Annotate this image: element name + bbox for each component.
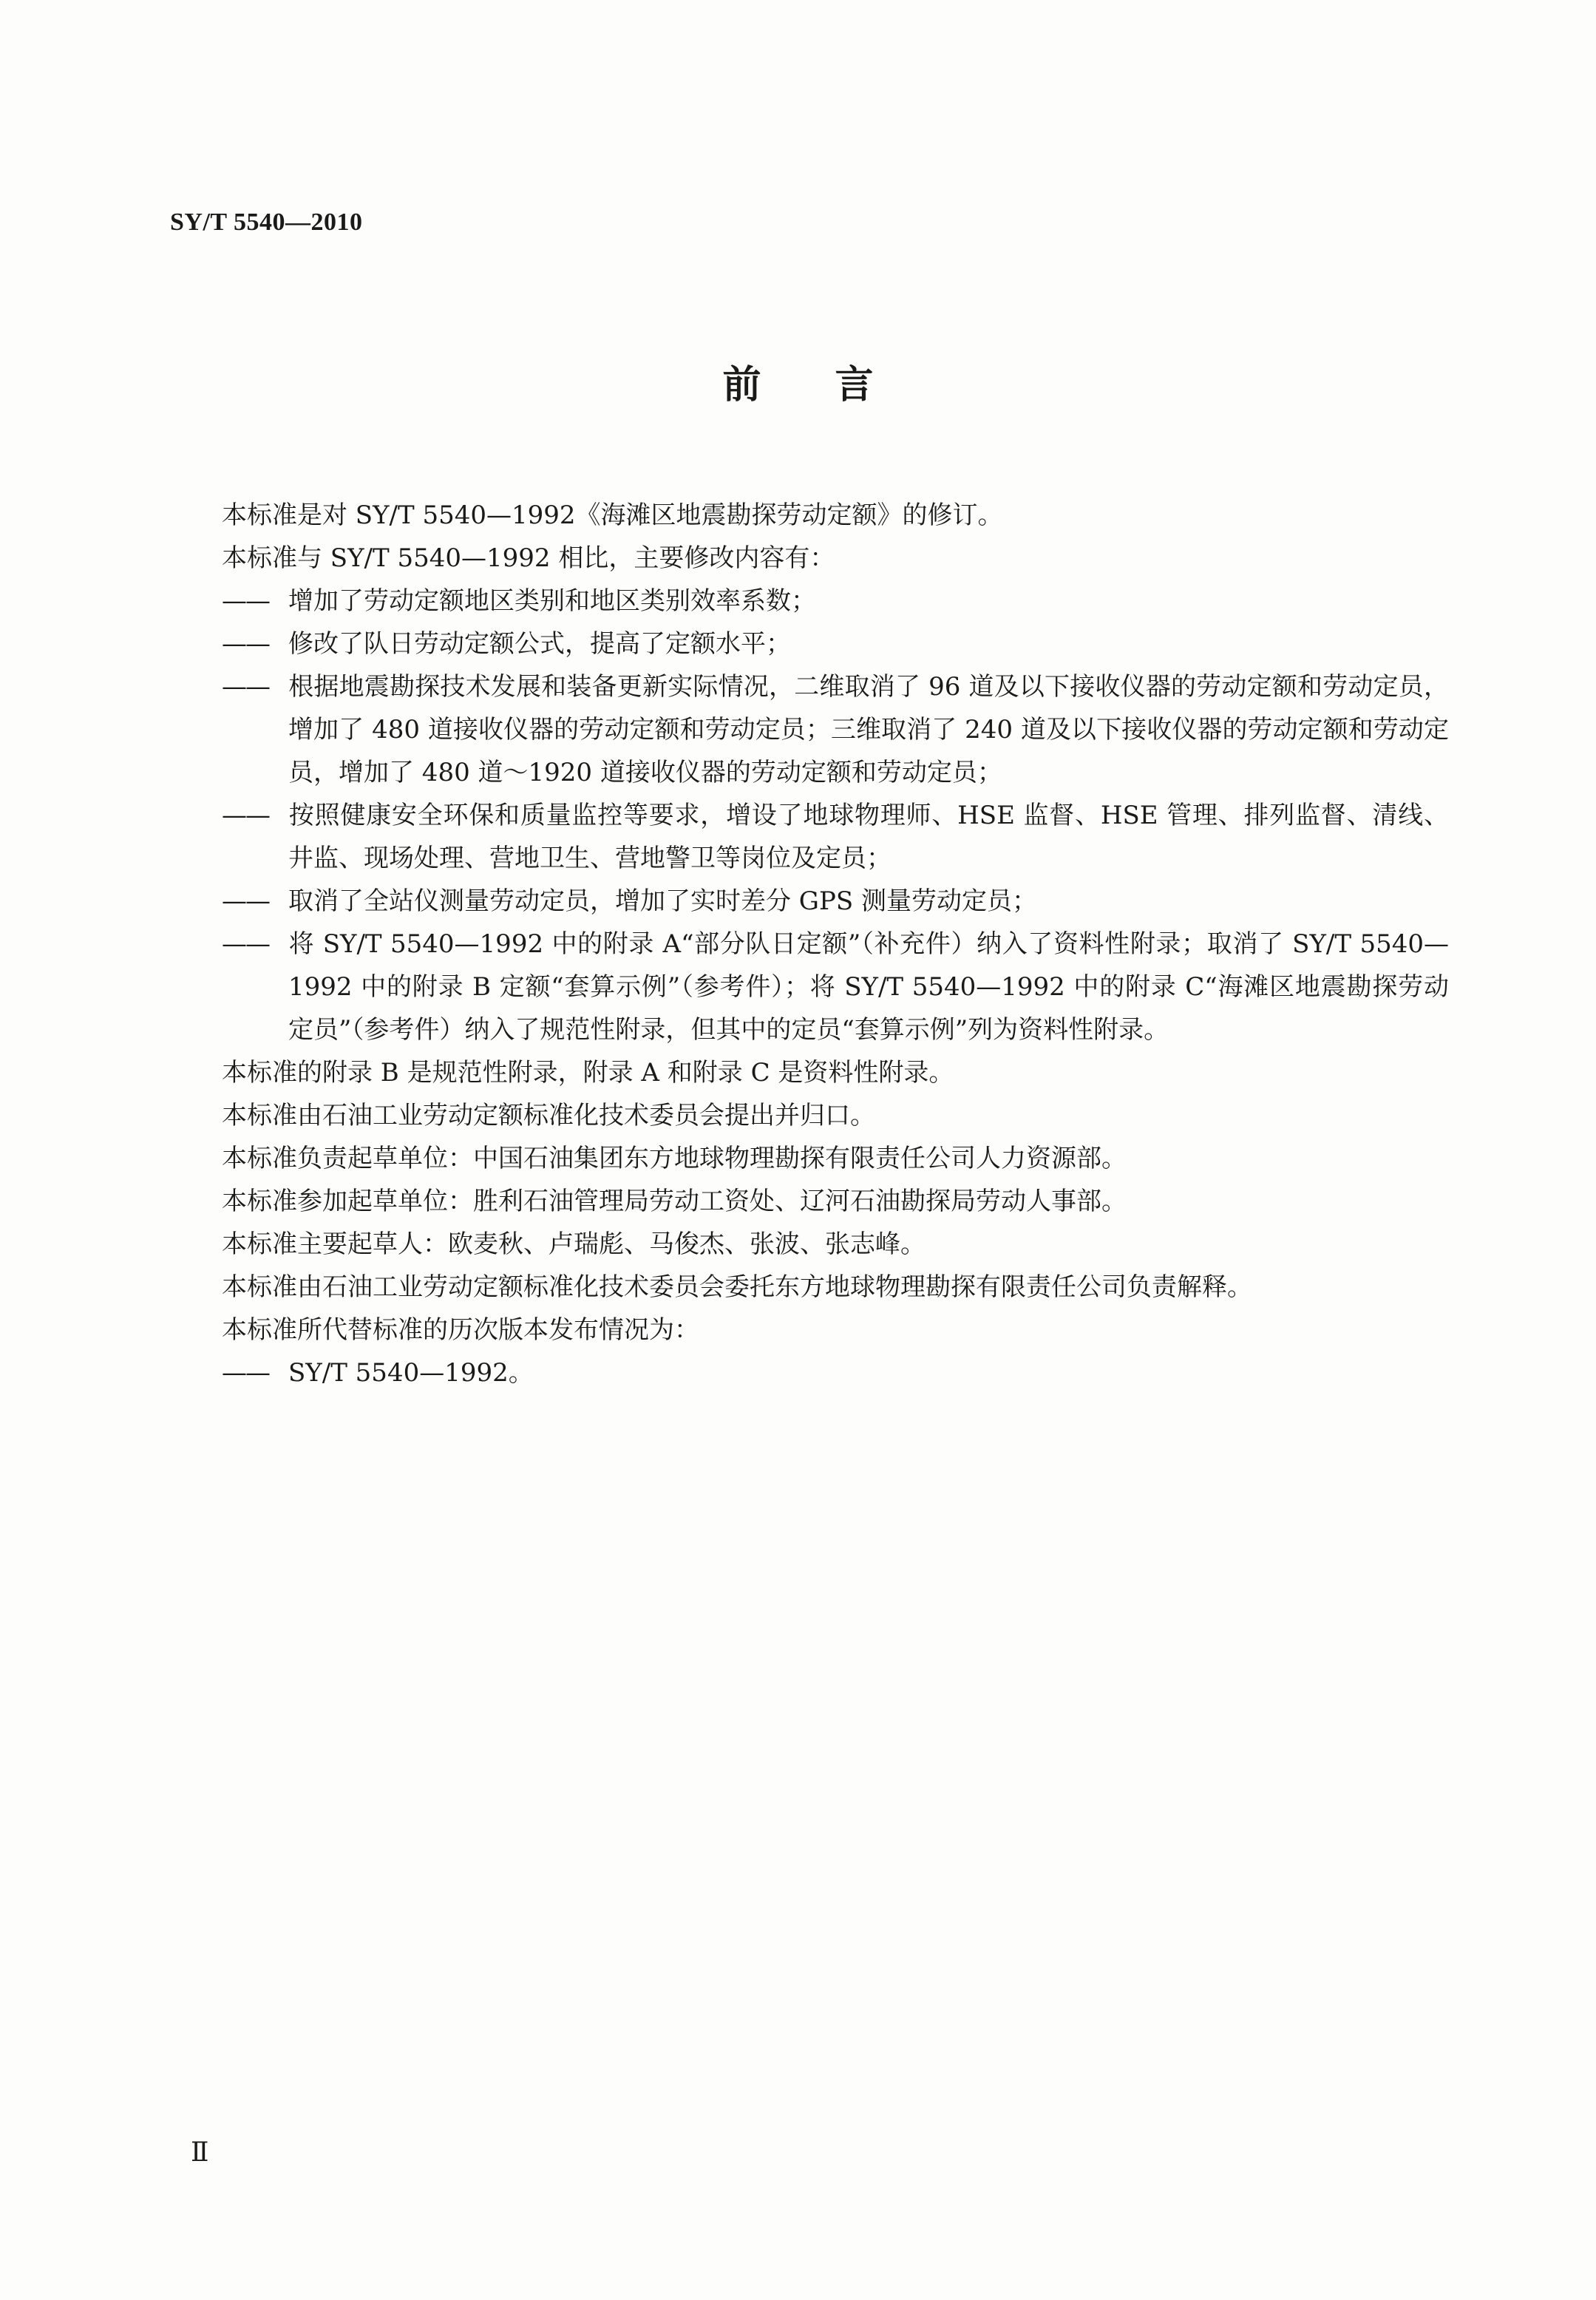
standard-code: SY/T 5540—2010 — [170, 208, 363, 236]
dash-marker: —— — [222, 801, 269, 830]
list-item-text: SY/T 5540—1992。 — [288, 1358, 534, 1388]
paragraph: 本标准是对 SY/T 5540—1992《海滩区地震勘探劳动定额》的修订。 — [222, 501, 1003, 530]
list-item — [222, 665, 1449, 794]
list-item — [222, 1351, 1449, 1394]
paragraph: 本标准负责起草单位：中国石油集团东方地球物理勘探有限责任公司人力资源部。 — [222, 1144, 1127, 1173]
dash-marker: —— — [222, 672, 269, 702]
paragraph: 本标准与 SY/T 5540—1992 相比，主要修改内容有： — [222, 543, 835, 573]
foreword-body — [222, 494, 1449, 1394]
list-item-text: 取消了全站仪测量劳动定员，增加了实时差分 GPS 测量劳动定员； — [288, 886, 1037, 916]
dash-marker: —— — [222, 629, 269, 659]
list-item-text: 增加了劳动定额地区类别和地区类别效率系数； — [288, 586, 816, 616]
paragraph: 本标准所代替标准的历次版本发布情况为： — [222, 1315, 699, 1345]
list-item-text: 按照健康安全环保和质量监控等要求，增设了地球物理师、HSE 监督、HSE 管理、排列监督、清线、井监、现场处理、营地卫生、营地警卫等岗位及定员； — [288, 801, 1449, 873]
dash-marker: —— — [222, 1358, 269, 1388]
paragraph: 本标准由石油工业劳动定额标准化技术委员会提出并归口。 — [222, 1101, 875, 1130]
paragraph: 本标准主要起草人：欧麦秋、卢瑞彪、马俊杰、张波、张志峰。 — [222, 1229, 926, 1259]
page-title: 前言 — [722, 363, 948, 407]
dash-marker: —— — [222, 586, 269, 616]
list-item — [222, 623, 1449, 665]
page-number: Ⅱ — [191, 2137, 209, 2167]
list-item — [222, 794, 1449, 880]
paragraph: 本标准参加起草单位：胜利石油管理局劳动工资处、辽河石油勘探局劳动人事部。 — [222, 1187, 1127, 1216]
dash-marker: —— — [222, 929, 269, 959]
list-item — [222, 880, 1449, 923]
list-item — [222, 923, 1449, 1051]
paragraph: 本标准的附录 B 是规范性附录，附录 A 和附录 C 是资料性附录。 — [222, 1058, 954, 1088]
dash-marker: —— — [222, 886, 269, 916]
paragraph: 本标准由石油工业劳动定额标准化技术委员会委托东方地球物理勘探有限责任公司负责解释。 — [222, 1272, 1252, 1302]
list-item-text: 修改了队日劳动定额公式，提高了定额水平； — [288, 629, 791, 659]
list-item-text: 将 SY/T 5540—1992 中的附录 A“部分队日定额”（补充件）纳入了资料性附录；取消了 SY/T 5540—1992 中的附录 B 定额“套算示例”（参考件）；将 SY/T 5540—1992 中的附录 C“海滩区地震勘探劳动定员”（参考件）纳入了规范性附录，但其中的定员“套算示例”列为资料性附录。 — [288, 929, 1449, 1045]
list-item-text: 根据地震勘探技术发展和装备更新实际情况，二维取消了 96 道及以下接收仪器的劳动定额和劳动定员，增加了 480 道接收仪器的劳动定额和劳动定员；三维取消了 240 道及以下接收仪器的劳动定额和劳动定员，增加了 480 道～1920 道接收仪器的劳动定额和劳动定员； — [288, 672, 1449, 787]
list-item — [222, 580, 1449, 623]
